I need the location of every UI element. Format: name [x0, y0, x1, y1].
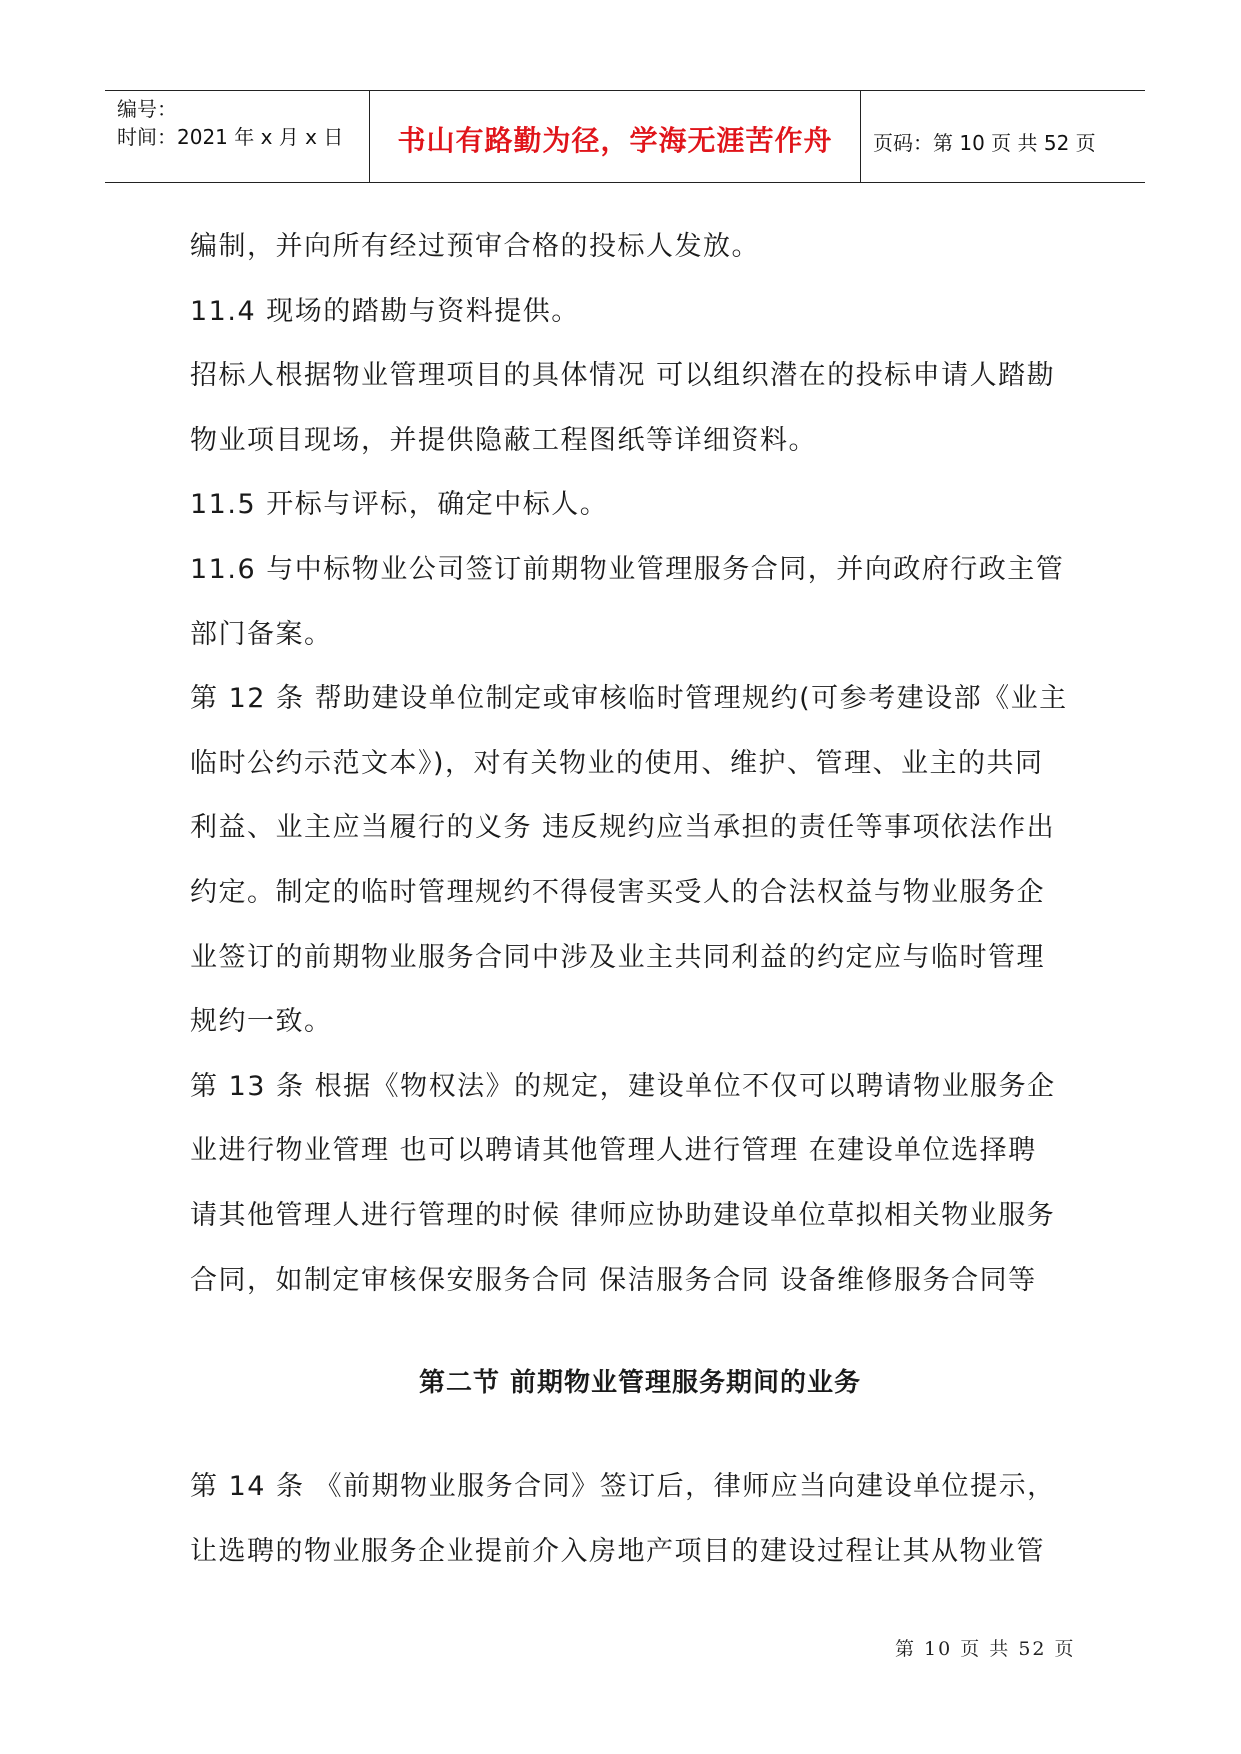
- body-text-continued: [190, 1455, 1090, 1584]
- body-line: 业签订的前期物业服务合同中涉及业主共同利益的约定应与临时管理: [190, 941, 1045, 973]
- body-line: 第 12 条 帮助建设单位制定或审核临时管理规约(可参考建设部《业主: [190, 683, 1068, 715]
- document-time-label: 时间：2021 年 x 月 x 日: [117, 125, 344, 149]
- body-line: 利益、业主应当履行的义务 违反规约应当承担的责任等事项依法作出: [190, 812, 1056, 844]
- body-line: 11.4 现场的踏勘与资料提供。: [190, 295, 580, 327]
- page-header: [105, 90, 1145, 183]
- body-line: 业进行物业管理 也可以聘请其他管理人进行管理 在建设单位选择聘: [190, 1135, 1037, 1167]
- body-line: 让选聘的物业服务企业提前介入房地产项目的建设过程让其从物业管: [190, 1535, 1045, 1567]
- body-line: 编制，并向所有经过预审合格的投标人发放。: [190, 231, 760, 262]
- page-footer: 第 10 页 共 52 页: [895, 1638, 1076, 1660]
- header-divider: [369, 91, 370, 182]
- body-line: 招标人根据物业管理项目的具体情况 可以组织潜在的投标申请人踏勘: [190, 360, 1056, 392]
- body-line: 11.6 与中标物业公司签订前期物业管理服务合同，并向政府行政主管: [190, 553, 1065, 585]
- body-line: 约定。制定的临时管理规约不得侵害买受人的合法权益与物业服务企: [190, 876, 1045, 908]
- body-line: 规约一致。: [190, 1006, 333, 1038]
- body-line: 请其他管理人进行管理的时候 律师应协助建设单位草拟相关物业服务: [190, 1199, 1056, 1231]
- body-line: 第 14 条 《前期物业服务合同》签订后，律师应当向建设单位提示，: [190, 1471, 1056, 1502]
- body-line: 11.5 开标与评标，确定中标人。: [190, 489, 609, 521]
- section-heading: 第二节 前期物业管理服务期间的业务: [418, 1368, 862, 1398]
- body-text: [190, 215, 1090, 1313]
- body-line: 临时公约示范文本》)，对有关物业的使用、维护、管理、业主的共同: [190, 747, 1044, 779]
- header-page-info: 页码：第 10 页 共 52 页: [873, 131, 1096, 155]
- document-number-label: 编号：: [117, 97, 177, 121]
- body-line: 部门备案。: [190, 618, 333, 650]
- body-line: 合同，如制定审核保安服务合同 保洁服务合同 设备维修服务合同等: [190, 1264, 1037, 1296]
- header-motto: 书山有路勤为径，学海无涯苦作舟: [397, 124, 833, 157]
- header-divider: [860, 91, 861, 182]
- body-line: 第 13 条 根据《物权法》的规定，建设单位不仅可以聘请物业服务企: [190, 1070, 1056, 1102]
- body-line: 物业项目现场，并提供隐蔽工程图纸等详细资料。: [190, 424, 817, 456]
